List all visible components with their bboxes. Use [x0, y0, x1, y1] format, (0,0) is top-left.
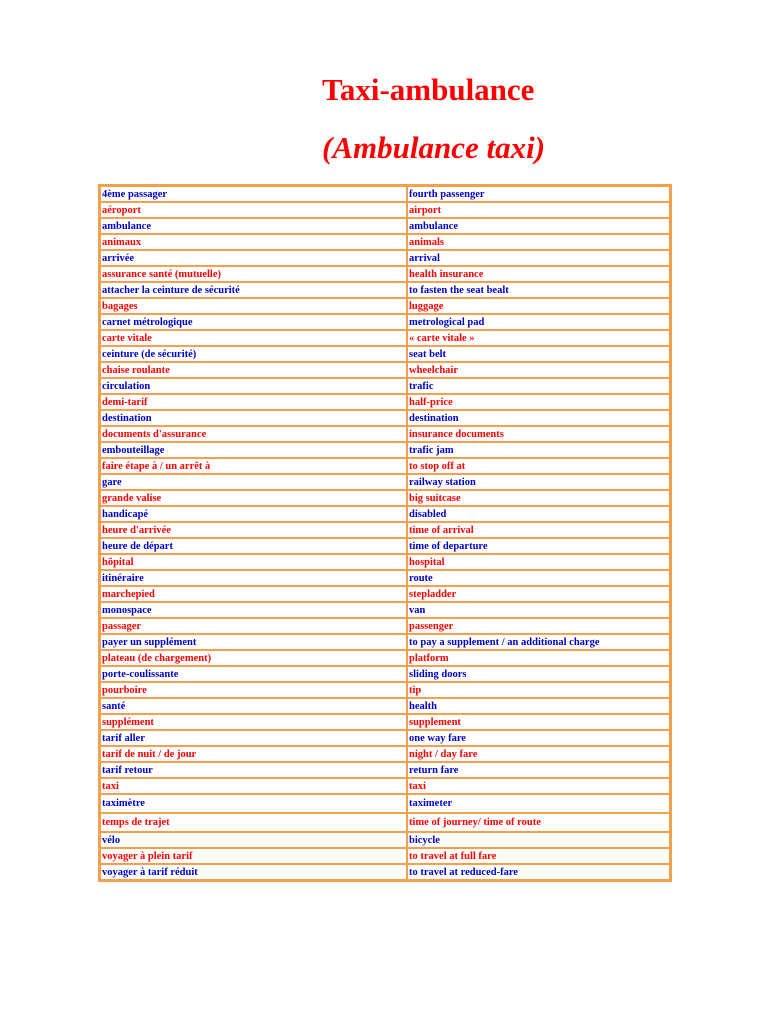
- english-term-cell: time of journey/ time of route: [407, 813, 670, 832]
- english-term-cell: time of arrival: [407, 522, 670, 538]
- english-term-cell: insurance documents: [407, 426, 670, 442]
- table-row: [100, 602, 670, 618]
- english-term-cell: half-price: [407, 394, 670, 410]
- english-term-cell: bicycle: [407, 832, 670, 848]
- table-row: [100, 813, 670, 832]
- french-term-cell: carnet métrologique: [100, 314, 407, 330]
- french-term-cell: passager: [100, 618, 407, 634]
- table-row: [100, 698, 670, 714]
- french-term-cell: grande valise: [100, 490, 407, 506]
- vocabulary-table: [98, 184, 672, 882]
- french-term-cell: vélo: [100, 832, 407, 848]
- english-term-cell: health: [407, 698, 670, 714]
- table-row: [100, 218, 670, 234]
- english-term-cell: to fasten the seat bealt: [407, 282, 670, 298]
- french-term-cell: temps de trajet: [100, 813, 407, 832]
- french-term-cell: animaux: [100, 234, 407, 250]
- table-row: [100, 864, 670, 880]
- table-row: [100, 314, 670, 330]
- french-term-cell: hôpital: [100, 554, 407, 570]
- table-row: [100, 410, 670, 426]
- english-term-cell: ambulance: [407, 218, 670, 234]
- table-row: [100, 762, 670, 778]
- table-row: [100, 346, 670, 362]
- french-term-cell: porte-coulissante: [100, 666, 407, 682]
- english-term-cell: sliding doors: [407, 666, 670, 682]
- french-term-cell: gare: [100, 474, 407, 490]
- table-row: [100, 778, 670, 794]
- french-term-cell: voyager à plein tarif: [100, 848, 407, 864]
- table-row: [100, 234, 670, 250]
- table-row: [100, 522, 670, 538]
- french-term-cell: bagages: [100, 298, 407, 314]
- english-term-cell: taximeter: [407, 794, 670, 813]
- document-title: Taxi-ambulance: [322, 72, 535, 107]
- document-subtitle: (Ambulance taxi): [322, 130, 546, 165]
- french-term-cell: payer un supplément: [100, 634, 407, 650]
- english-term-cell: trafic: [407, 378, 670, 394]
- table-row: [100, 832, 670, 848]
- french-term-cell: marchepied: [100, 586, 407, 602]
- french-term-cell: chaise roulante: [100, 362, 407, 378]
- table-row: [100, 570, 670, 586]
- english-term-cell: wheelchair: [407, 362, 670, 378]
- english-term-cell: « carte vitale »: [407, 330, 670, 346]
- english-term-cell: to travel at full fare: [407, 848, 670, 864]
- table-row: [100, 490, 670, 506]
- table-row: [100, 666, 670, 682]
- table-row: [100, 634, 670, 650]
- french-term-cell: assurance santé (mutuelle): [100, 266, 407, 282]
- french-term-cell: demi-tarif: [100, 394, 407, 410]
- french-term-cell: pourboire: [100, 682, 407, 698]
- table-row: [100, 746, 670, 762]
- table-row: [100, 394, 670, 410]
- english-term-cell: seat belt: [407, 346, 670, 362]
- french-term-cell: attacher la ceinture de sécurité: [100, 282, 407, 298]
- table-row: [100, 202, 670, 218]
- english-term-cell: stepladder: [407, 586, 670, 602]
- english-term-cell: railway station: [407, 474, 670, 490]
- table-row: [100, 714, 670, 730]
- table-row: [100, 474, 670, 490]
- english-term-cell: big suitcase: [407, 490, 670, 506]
- table-row: [100, 794, 670, 813]
- english-term-cell: night / day fare: [407, 746, 670, 762]
- table-row: [100, 618, 670, 634]
- french-term-cell: 4ème passager: [100, 186, 407, 202]
- table-row: [100, 298, 670, 314]
- table-row: [100, 506, 670, 522]
- french-term-cell: taxi: [100, 778, 407, 794]
- table-row: [100, 362, 670, 378]
- french-term-cell: arrivée: [100, 250, 407, 266]
- french-term-cell: santé: [100, 698, 407, 714]
- english-term-cell: trafic jam: [407, 442, 670, 458]
- english-term-cell: route: [407, 570, 670, 586]
- table-row: [100, 330, 670, 346]
- french-term-cell: monospace: [100, 602, 407, 618]
- table-row: [100, 186, 670, 202]
- french-term-cell: destination: [100, 410, 407, 426]
- table-row: [100, 538, 670, 554]
- table-row: [100, 682, 670, 698]
- table-row: [100, 586, 670, 602]
- french-term-cell: plateau (de chargement): [100, 650, 407, 666]
- table-row: [100, 848, 670, 864]
- table-row: [100, 282, 670, 298]
- french-term-cell: circulation: [100, 378, 407, 394]
- english-term-cell: taxi: [407, 778, 670, 794]
- table-row: [100, 250, 670, 266]
- french-term-cell: voyager à tarif réduit: [100, 864, 407, 880]
- french-term-cell: tarif aller: [100, 730, 407, 746]
- french-term-cell: ambulance: [100, 218, 407, 234]
- french-term-cell: tarif retour: [100, 762, 407, 778]
- english-term-cell: health insurance: [407, 266, 670, 282]
- vocabulary-table-body: [100, 186, 670, 880]
- english-term-cell: passenger: [407, 618, 670, 634]
- english-term-cell: time of departure: [407, 538, 670, 554]
- french-term-cell: handicapé: [100, 506, 407, 522]
- english-term-cell: arrival: [407, 250, 670, 266]
- table-row: [100, 458, 670, 474]
- english-term-cell: metrological pad: [407, 314, 670, 330]
- english-term-cell: to pay a supplement / an additional charge: [407, 634, 670, 650]
- french-term-cell: aéroport: [100, 202, 407, 218]
- french-term-cell: documents d'assurance: [100, 426, 407, 442]
- french-term-cell: supplément: [100, 714, 407, 730]
- french-term-cell: tarif de nuit / de jour: [100, 746, 407, 762]
- english-term-cell: to travel at reduced-fare: [407, 864, 670, 880]
- french-term-cell: itinéraire: [100, 570, 407, 586]
- english-term-cell: fourth passenger: [407, 186, 670, 202]
- english-term-cell: van: [407, 602, 670, 618]
- english-term-cell: airport: [407, 202, 670, 218]
- table-row: [100, 730, 670, 746]
- table-row: [100, 378, 670, 394]
- english-term-cell: supplement: [407, 714, 670, 730]
- french-term-cell: carte vitale: [100, 330, 407, 346]
- english-term-cell: return fare: [407, 762, 670, 778]
- english-term-cell: animals: [407, 234, 670, 250]
- table-row: [100, 442, 670, 458]
- french-term-cell: heure d'arrivée: [100, 522, 407, 538]
- english-term-cell: one way fare: [407, 730, 670, 746]
- table-row: [100, 554, 670, 570]
- table-row: [100, 426, 670, 442]
- english-term-cell: platform: [407, 650, 670, 666]
- english-term-cell: hospital: [407, 554, 670, 570]
- table-row: [100, 650, 670, 666]
- french-term-cell: ceinture (de sécurité): [100, 346, 407, 362]
- english-term-cell: to stop off at: [407, 458, 670, 474]
- english-term-cell: luggage: [407, 298, 670, 314]
- table-row: [100, 266, 670, 282]
- french-term-cell: embouteillage: [100, 442, 407, 458]
- french-term-cell: heure de départ: [100, 538, 407, 554]
- french-term-cell: taximètre: [100, 794, 407, 813]
- french-term-cell: faire étape à / un arrêt à: [100, 458, 407, 474]
- english-term-cell: tip: [407, 682, 670, 698]
- english-term-cell: destination: [407, 410, 670, 426]
- english-term-cell: disabled: [407, 506, 670, 522]
